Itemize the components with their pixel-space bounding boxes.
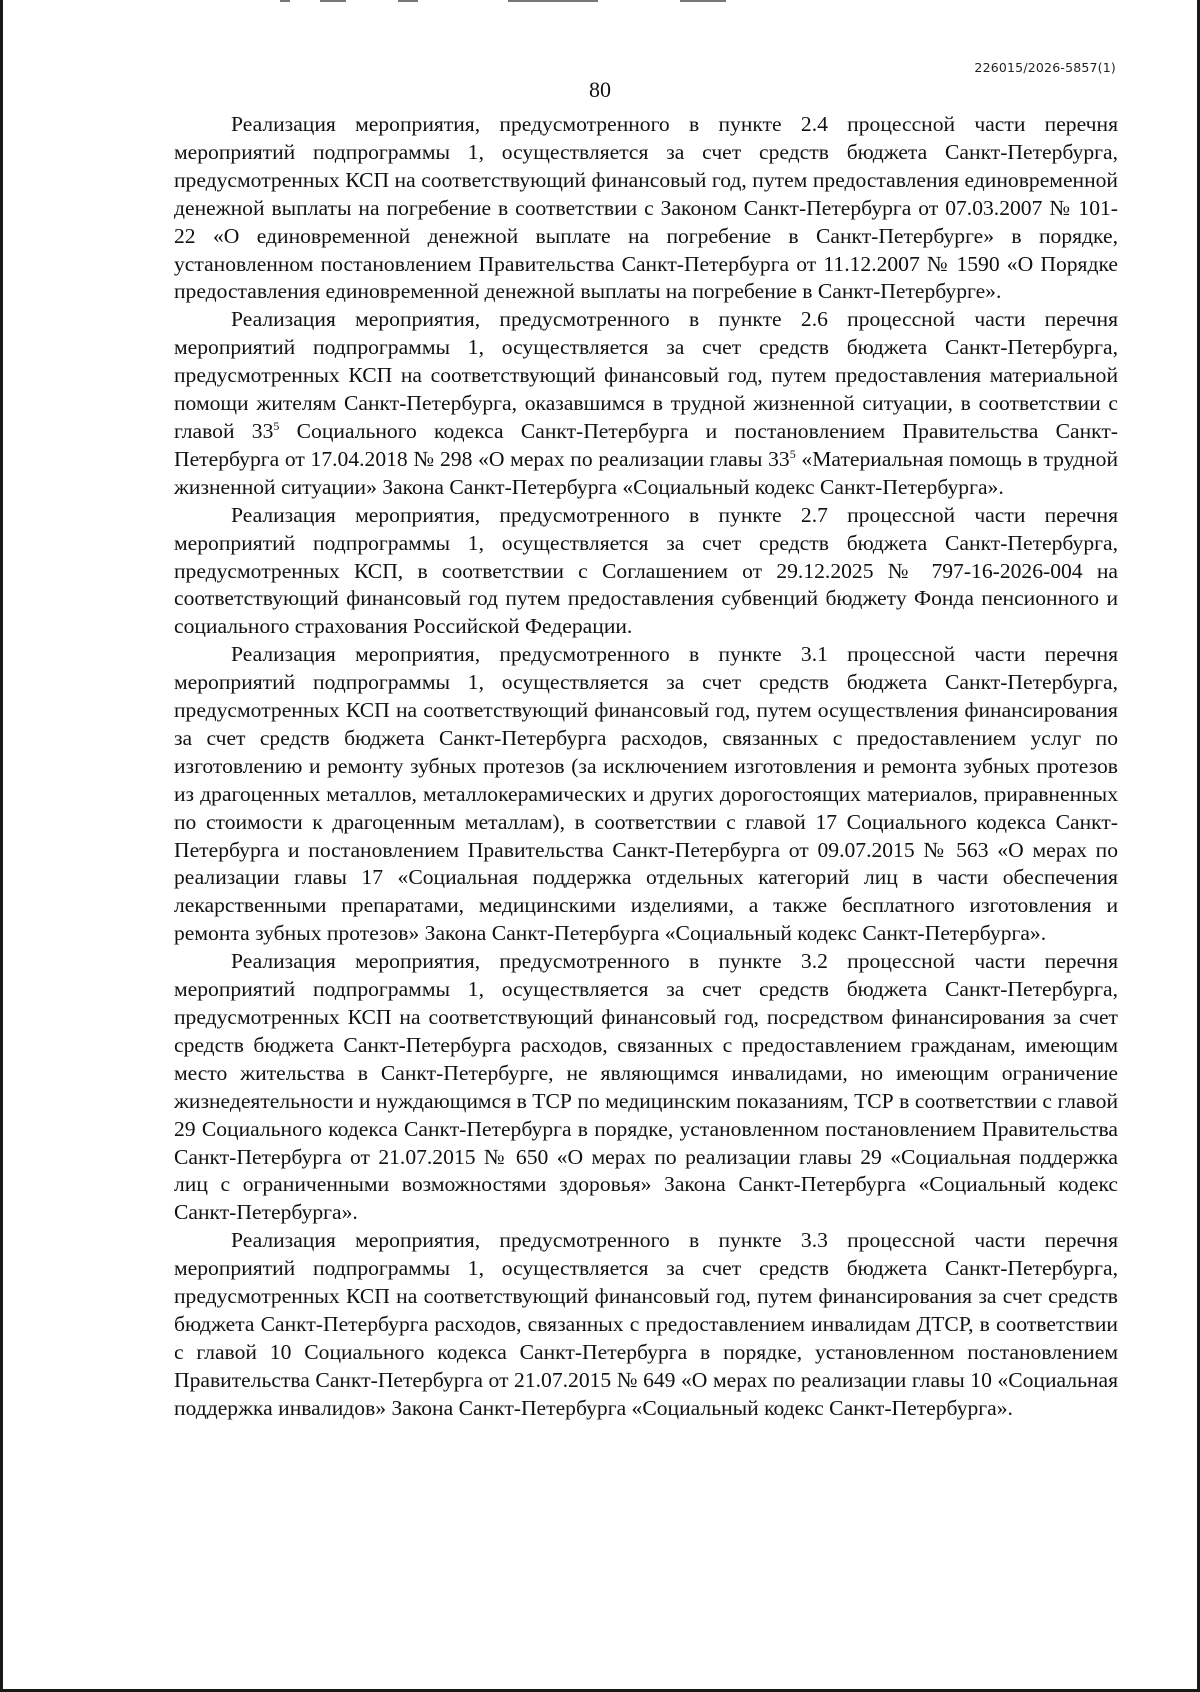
paragraph-2-7: Реализация мероприятия, предусмотренного в пункте 2.7 процессной части перечня мероприятий подпрограммы 1, осуществляется за счет средств бюджета Санкт-Петербурга, предусмотренных КСП, в соответствии с Соглашением от 29.12.2025 № 797-16-2026-004 на соответствующий финансовый год путем предоставления субвенций бюджету Фонда пенсионного и социального страхования Российской Федерации. bbox=[174, 502, 1118, 639]
chapter-superscript: 5 bbox=[273, 418, 280, 433]
document-body bbox=[174, 111, 1118, 1423]
paragraph-3-3: Реализация мероприятия, предусмотренного в пункте 3.3 процессной части перечня мероприятий подпрограммы 1, осуществляется за счет средств бюджета Санкт-Петербурга, предусмотренных КСП на соответствующий финансовый год, путем финансирования за счет средств бюджета Санкт-Петербурга расходов, связанных с предоставлением инвалидам ДТСР, в соответствии с главой 10 Социального кодекса Санкт-Петербурга в порядке, установленном постановлением Правительства Санкт-Петербурга от 21.07.2015 № 649 «О мерах по реализации главы 10 «Социальная поддержка инвалидов» Закона Санкт-Петербурга «Социальный кодекс Санкт-Петербурга». bbox=[174, 1228, 1118, 1420]
scan-artifact-marks bbox=[280, 0, 800, 4]
paragraph-2-6-part-3: «Материальная помощь в трудной жизненной ситуации» Закона Санкт-Петербурга «Социальный кодекс Санкт-Петербурга». bbox=[174, 446, 1118, 499]
paragraph-2-6-part-1: Реализация мероприятия, предусмотренного в пункте 2.6 процессной части перечня мероприятий подпрограммы 1, осуществляется за счет средств бюджета Санкт-Петербурга, предусмотренных КСП на соответствующий финансовый год, путем предоставления материальной помощи жителям Санкт-Петербурга, оказавшимся в трудной жизненной ситуации, в соответствии с главой 33 bbox=[174, 307, 1118, 443]
paragraph-3-2: Реализация мероприятия, предусмотренного в пункте 3.2 процессной части перечня мероприятий подпрограммы 1, осуществляется за счет средств бюджета Санкт-Петербурга, предусмотренных КСП на соответствующий финансовый год, посредством финансирования за счет средств бюджета Санкт-Петербурга расходов, связанных с предоставлением гражданам, имеющим место жительства в Санкт-Петербурге, не являющимся инвалидами, но имеющим ограничение жизнедеятельности и нуждающимся в ТСР по медицинским показаниям, ТСР в соответствии с главой 29 Социального кодекса Санкт-Петербурга в порядке, установленном постановлением Правительства Санкт-Петербурга от 21.07.2015 № 650 «О мерах по реализации главы 29 «Социальная поддержка лиц с ограниченными возможностями здоровья» Закона Санкт-Петербурга «Социальный кодекс Санкт-Петербурга». bbox=[174, 949, 1118, 1225]
paragraph-3-1: Реализация мероприятия, предусмотренного в пункте 3.1 процессной части перечня мероприятий подпрограммы 1, осуществляется за счет средств бюджета Санкт-Петербурга, предусмотренных КСП на соответствующий финансовый год, путем осуществления финансирования за счет средств бюджета Санкт-Петербурга расходов, связанных с предоставлением услуг по изготовлению и ремонту зубных протезов (за исключением изготовления и ремонта зубных протезов из драгоценных металлов, металлокерамических и других дорогостоящих материалов, приравненных по стоимости к драгоценным металлам), в соответствии с главой 17 Социального кодекса Санкт-Петербурга и постановлением Правительства Санкт-Петербурга от 09.07.2015 № 563 «О мерах по реализации главы 17 «Социальная поддержка отдельных категорий лиц в части обеспечения лекарственными препаратами, медицинскими изделиями, а также бесплатного изготовления и ремонта зубных протезов» Закона Санкт-Петербурга «Социальный кодекс Санкт-Петербурга». bbox=[174, 642, 1118, 946]
paragraph-2-6 bbox=[174, 306, 1118, 501]
chapter-superscript: 5 bbox=[789, 446, 796, 461]
document-id: 226015/2026-5857(1) bbox=[974, 60, 1116, 75]
paragraph-2-6-part-2: Социального кодекса Санкт-Петербурга и постановлением Правительства Санкт-Петербурга от 17.04.2018 № 298 «О мерах по реализации главы 33 bbox=[174, 418, 1118, 471]
scan-border-left bbox=[0, 0, 3, 1692]
page-number: 80 bbox=[589, 77, 611, 102]
paragraph-2-4: Реализация мероприятия, предусмотренного в пункте 2.4 процессной части перечня мероприятий подпрограммы 1, осуществляется за счет средств бюджета Санкт-Петербурга, предусмотренных КСП на соответствующий финансовый год, путем предоставления единовременной денежной выплаты на погребение в соответствии с Законом Санкт-Петербурга от 07.03.2007 № 101-22 «О единовременной денежной выплате на погребение в Санкт-Петербурге» в порядке, установленном постановлением Правительства Санкт-Петербурга от 11.12.2007 № 1590 «О Порядке предоставления единовременной денежной выплаты на погребение в Санкт-Петербурге». bbox=[174, 112, 1118, 304]
